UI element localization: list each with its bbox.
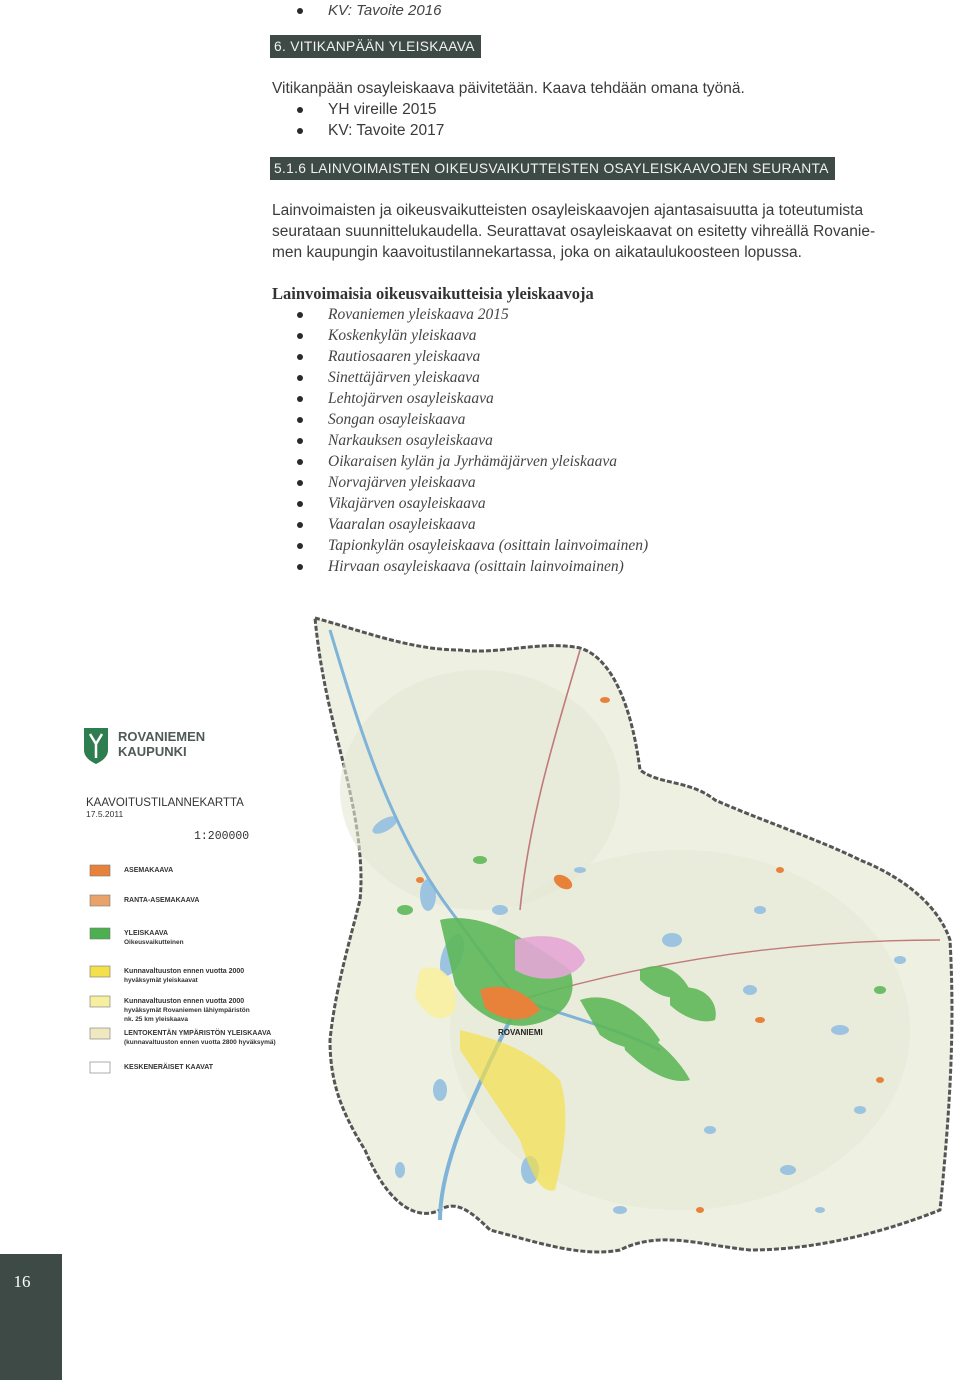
legend-swatch (90, 1062, 110, 1073)
list-item-text: Vikajärven osayleiskaava (328, 495, 486, 512)
plans-list (270, 304, 648, 577)
legend-label: hyväksymät Rovaniemen lähiympäristön (124, 1007, 250, 1014)
list-item-text: Narkauksen osayleiskaava (328, 432, 493, 449)
legend-label: RANTA-ASEMAKAAVA (124, 897, 200, 904)
legend-swatch (90, 1028, 110, 1039)
legend-label: nk. 25 km yleiskaava (124, 1016, 188, 1023)
bullet-icon (297, 8, 303, 14)
bullet-icon (297, 128, 303, 134)
list-item (270, 325, 648, 346)
bullet-icon (297, 354, 303, 360)
legend-label: Kunnavaltuuston ennen vuotta 2000 (124, 998, 245, 1005)
bullet-icon (297, 564, 303, 570)
map-scale: 1:200000 (194, 830, 250, 843)
list-item (270, 304, 648, 325)
page-number: 16 (13, 1272, 31, 1291)
list-item-text: YH vireille 2015 (328, 101, 437, 118)
list-item-text: Koskenkylän yleiskaava (328, 327, 477, 344)
list-item-text: KV: Tavoite 2017 (328, 122, 445, 139)
map-legend (90, 865, 276, 1073)
legend-swatch (90, 996, 110, 1007)
legend-label: LENTOKENTÄN YMPÄRISTÖN YLEISKAAVA (124, 1030, 272, 1037)
list-item (270, 409, 648, 430)
bullet-icon (297, 107, 303, 113)
paragraph-line: men kaupungin kaavoitustilannekartassa, joka on aikataulukoosteen lopussa. (272, 244, 802, 261)
list-item (270, 430, 648, 451)
map-date: 17.5.2011 (86, 809, 124, 819)
bullet-icon (297, 522, 303, 528)
list-item-text: Rovaniemen yleiskaava 2015 (328, 306, 509, 323)
list-item (270, 535, 648, 556)
list-item (270, 0, 441, 21)
bullet-icon (297, 312, 303, 318)
legend-label: hyväksymät yleiskaavat (124, 977, 198, 984)
list-item (270, 99, 444, 120)
legend-label: ASEMAKAAVA (124, 867, 174, 874)
legend-label: (kunnavaltuuston ennen vuotta 2800 hyväksymä) (124, 1039, 276, 1046)
section-6-list (270, 99, 444, 141)
list-item (270, 556, 648, 577)
list-item-text: Hirvaan osayleiskaava (osittain lainvoimainen) (328, 558, 624, 575)
list-item-text: Songan osayleiskaava (328, 411, 466, 428)
list-item (270, 388, 648, 409)
logo-line1: ROVANIEMEN (118, 729, 206, 744)
list-item-text: Lehtojärven osayleiskaava (328, 390, 494, 407)
map-title: KAAVOITUSTILANNEKARTTA (86, 797, 244, 809)
bullet-icon (297, 417, 303, 423)
legend-label: KESKENERÄISET KAAVAT (124, 1064, 214, 1071)
list-item (270, 451, 648, 472)
legend-swatch (90, 928, 110, 939)
plans-heading: Lainvoimaisia oikeusvaikutteisia yleiskaavoja (272, 284, 594, 303)
legend-label: Oikeusvaikutteinen (124, 939, 184, 946)
terrain-shade (340, 670, 620, 910)
bullet-icon (297, 459, 303, 465)
list-item (270, 472, 648, 493)
list-item (270, 493, 648, 514)
list-item (270, 346, 648, 367)
legend-label: YLEISKAAVA (124, 930, 169, 937)
top-bullet-list (270, 0, 441, 21)
bullet-icon (297, 375, 303, 381)
legend-swatch (90, 895, 110, 906)
section-516-paragraph (272, 200, 912, 263)
bullet-icon (297, 501, 303, 507)
paragraph-line: seurataan suunnittelukaudella. Seurattavat osayleiskaavat on esitetty vihreällä Rovanie- (272, 223, 876, 240)
paragraph-line: Lainvoimaisten ja oikeusvaikutteisten osayleiskaavojen ajantasaisuutta ja toteutumista (272, 202, 864, 219)
list-item (270, 367, 648, 388)
section-6-header: 6. VITIKANPÄÄN YLEISKAAVA (270, 35, 481, 58)
list-item (270, 514, 648, 535)
list-item-text: Vaaralan osayleiskaava (328, 516, 476, 533)
section-516-header: 5.1.6 LAINVOIMAISTEN OIKEUSVAIKUTTEISTEN OSAYLEISKAAVOJEN SEURANTA (270, 157, 835, 180)
list-item-text: Rautiosaaren yleiskaava (328, 348, 481, 365)
legend-swatch (90, 966, 110, 977)
map-city-label: ROVANIEMI (498, 1028, 543, 1037)
list-item-text: Norvajärven yleiskaava (328, 474, 476, 491)
list-item (270, 120, 444, 141)
bullet-icon (297, 438, 303, 444)
section-6-paragraph: Vitikanpään osayleiskaava päivitetään. Kaava tehdään omana työnä. (272, 80, 745, 97)
map-svg (60, 610, 960, 1260)
city-logo-icon (84, 728, 108, 764)
list-item-text: Oikaraisen kylän ja Jyrhämäjärven yleiskaava (328, 453, 617, 470)
legend-label: Kunnavaltuuston ennen vuotta 2000 (124, 968, 245, 975)
bullet-icon (297, 333, 303, 339)
logo-line2: KAUPUNKI (118, 744, 187, 759)
legend-swatch (90, 865, 110, 876)
zoning-map (60, 610, 960, 1260)
list-item-text: Sinettäjärven yleiskaava (328, 369, 480, 386)
list-item-text: KV: Tavoite 2016 (328, 2, 442, 19)
bullet-icon (297, 543, 303, 549)
bullet-icon (297, 396, 303, 402)
list-item-text: Tapionkylän osayleiskaava (osittain lainvoimainen) (328, 537, 649, 554)
bullet-icon (297, 480, 303, 486)
